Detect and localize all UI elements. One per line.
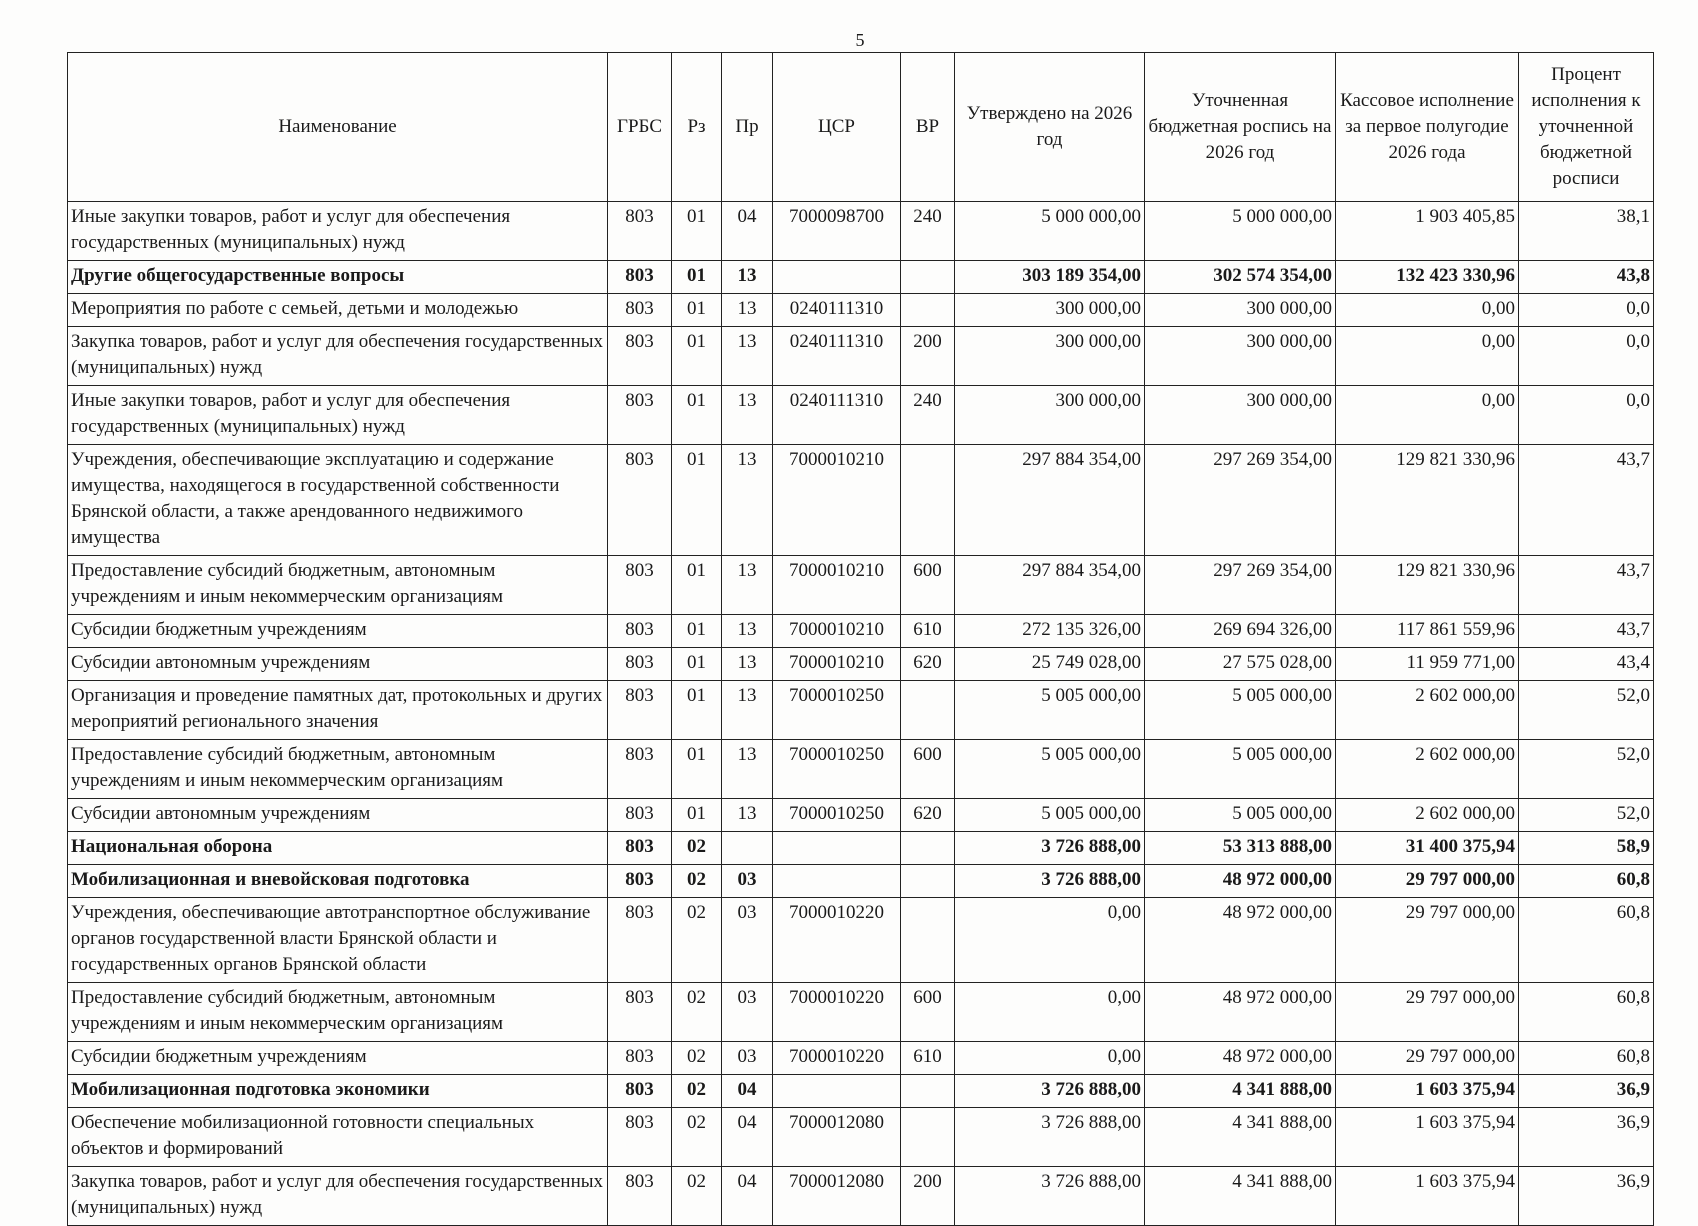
cell-grbs: 803	[608, 327, 672, 386]
cell-name: Мобилизационная и вневойсковая подготовка	[68, 865, 608, 898]
cell-pr: 03	[722, 983, 773, 1042]
cell-rz: 01	[672, 740, 722, 799]
cell-rz: 01	[672, 681, 722, 740]
cell-executed: 132 423 330,96	[1336, 261, 1519, 294]
cell-executed: 29 797 000,00	[1336, 898, 1519, 983]
cell-approved: 5 005 000,00	[955, 799, 1145, 832]
cell-executed: 0,00	[1336, 294, 1519, 327]
cell-grbs: 803	[608, 556, 672, 615]
cell-name: Учреждения, обеспечивающие автотранспортное обслуживание органов государственной власти Брянской области и государственных органов Брянской области	[68, 898, 608, 983]
cell-name: Учреждения, обеспечивающие эксплуатацию и содержание имущества, находящегося в государственной собственности Брянской области, а также арендованного недвижимого имущества	[68, 445, 608, 556]
cell-percent: 58,9	[1519, 832, 1654, 865]
table-row	[68, 865, 1654, 898]
cell-approved: 297 884 354,00	[955, 556, 1145, 615]
cell-vr	[901, 261, 955, 294]
cell-grbs: 803	[608, 615, 672, 648]
cell-name: Субсидии бюджетным учреждениям	[68, 1042, 608, 1075]
cell-pr: 13	[722, 681, 773, 740]
cell-pr: 13	[722, 799, 773, 832]
cell-approved: 300 000,00	[955, 386, 1145, 445]
cell-approved: 300 000,00	[955, 327, 1145, 386]
header-specified: Уточненная бюджетная роспись на 2026 год	[1145, 53, 1336, 202]
cell-name: Субсидии автономным учреждениям	[68, 648, 608, 681]
cell-grbs: 803	[608, 1108, 672, 1167]
cell-approved: 3 726 888,00	[955, 865, 1145, 898]
cell-specified: 53 313 888,00	[1145, 832, 1336, 865]
cell-approved: 0,00	[955, 1042, 1145, 1075]
cell-vr: 200	[901, 1167, 955, 1226]
cell-pr: 13	[722, 261, 773, 294]
cell-grbs: 803	[608, 294, 672, 327]
cell-percent: 36,9	[1519, 1167, 1654, 1226]
cell-name: Иные закупки товаров, работ и услуг для обеспечения государственных (муниципальных) нужд	[68, 202, 608, 261]
cell-vr: 600	[901, 983, 955, 1042]
table-row	[68, 615, 1654, 648]
cell-approved: 303 189 354,00	[955, 261, 1145, 294]
cell-csr: 7000010250	[773, 681, 901, 740]
table-row	[68, 983, 1654, 1042]
cell-percent: 36,9	[1519, 1075, 1654, 1108]
cell-approved: 5 005 000,00	[955, 740, 1145, 799]
header-executed: Кассовое исполнение за первое полугодие 2026 года	[1336, 53, 1519, 202]
cell-grbs: 803	[608, 261, 672, 294]
cell-grbs: 803	[608, 983, 672, 1042]
cell-specified: 5 000 000,00	[1145, 202, 1336, 261]
cell-percent: 43,7	[1519, 556, 1654, 615]
cell-specified: 297 269 354,00	[1145, 556, 1336, 615]
cell-vr	[901, 832, 955, 865]
table-row	[68, 832, 1654, 865]
cell-grbs: 803	[608, 681, 672, 740]
cell-csr: 7000010210	[773, 556, 901, 615]
table-row	[68, 327, 1654, 386]
cell-csr: 7000012080	[773, 1167, 901, 1226]
cell-csr: 7000098700	[773, 202, 901, 261]
cell-rz: 02	[672, 1108, 722, 1167]
cell-rz: 01	[672, 799, 722, 832]
cell-rz: 02	[672, 1042, 722, 1075]
cell-executed: 11 959 771,00	[1336, 648, 1519, 681]
cell-vr	[901, 865, 955, 898]
cell-pr: 04	[722, 202, 773, 261]
cell-vr	[901, 1075, 955, 1108]
cell-percent: 60,8	[1519, 983, 1654, 1042]
cell-approved: 272 135 326,00	[955, 615, 1145, 648]
cell-approved: 0,00	[955, 898, 1145, 983]
cell-pr	[722, 832, 773, 865]
cell-percent: 43,7	[1519, 445, 1654, 556]
cell-rz: 01	[672, 648, 722, 681]
cell-grbs: 803	[608, 1167, 672, 1226]
cell-grbs: 803	[608, 799, 672, 832]
table-header-row	[68, 53, 1654, 202]
cell-csr: 7000010250	[773, 740, 901, 799]
cell-vr	[901, 898, 955, 983]
cell-csr	[773, 261, 901, 294]
cell-csr: 0240111310	[773, 327, 901, 386]
cell-vr: 240	[901, 202, 955, 261]
cell-vr: 610	[901, 615, 955, 648]
cell-specified: 48 972 000,00	[1145, 865, 1336, 898]
cell-executed: 1 603 375,94	[1336, 1167, 1519, 1226]
cell-specified: 48 972 000,00	[1145, 1042, 1336, 1075]
cell-pr: 04	[722, 1108, 773, 1167]
table-row	[68, 294, 1654, 327]
table-row	[68, 1075, 1654, 1108]
cell-vr: 610	[901, 1042, 955, 1075]
cell-percent: 60,8	[1519, 898, 1654, 983]
cell-percent: 52,0	[1519, 681, 1654, 740]
header-percent: Процент исполнения к уточненной бюджетной росписи	[1519, 53, 1654, 202]
budget-table	[67, 52, 1654, 1226]
cell-csr: 7000010250	[773, 799, 901, 832]
cell-csr	[773, 832, 901, 865]
table-row	[68, 261, 1654, 294]
cell-percent: 43,4	[1519, 648, 1654, 681]
cell-approved: 0,00	[955, 983, 1145, 1042]
cell-pr: 13	[722, 294, 773, 327]
cell-csr: 7000010220	[773, 1042, 901, 1075]
cell-csr	[773, 865, 901, 898]
table-row	[68, 445, 1654, 556]
cell-pr: 13	[722, 648, 773, 681]
cell-executed: 0,00	[1336, 327, 1519, 386]
table-row	[68, 202, 1654, 261]
cell-name: Закупка товаров, работ и услуг для обеспечения государственных (муниципальных) нужд	[68, 1167, 608, 1226]
table-row	[68, 648, 1654, 681]
cell-csr: 7000010210	[773, 615, 901, 648]
cell-percent: 0,0	[1519, 327, 1654, 386]
cell-specified: 5 005 000,00	[1145, 681, 1336, 740]
cell-percent: 38,1	[1519, 202, 1654, 261]
cell-vr	[901, 445, 955, 556]
cell-csr: 7000010220	[773, 898, 901, 983]
cell-percent: 43,7	[1519, 615, 1654, 648]
cell-rz: 01	[672, 294, 722, 327]
cell-pr: 13	[722, 740, 773, 799]
header-csr: ЦСР	[773, 53, 901, 202]
table-row	[68, 799, 1654, 832]
cell-pr: 03	[722, 898, 773, 983]
table-row	[68, 556, 1654, 615]
cell-csr: 0240111310	[773, 386, 901, 445]
cell-percent: 0,0	[1519, 294, 1654, 327]
cell-pr: 13	[722, 615, 773, 648]
cell-approved: 5 005 000,00	[955, 681, 1145, 740]
cell-vr	[901, 294, 955, 327]
cell-executed: 31 400 375,94	[1336, 832, 1519, 865]
cell-name: Субсидии автономным учреждениям	[68, 799, 608, 832]
cell-csr	[773, 1075, 901, 1108]
table-row	[68, 740, 1654, 799]
cell-csr: 7000010210	[773, 445, 901, 556]
cell-pr: 04	[722, 1075, 773, 1108]
cell-grbs: 803	[608, 202, 672, 261]
table-row	[68, 898, 1654, 983]
cell-approved: 25 749 028,00	[955, 648, 1145, 681]
cell-grbs: 803	[608, 740, 672, 799]
cell-pr: 13	[722, 386, 773, 445]
table-row	[68, 1108, 1654, 1167]
cell-specified: 4 341 888,00	[1145, 1075, 1336, 1108]
table-row	[68, 1042, 1654, 1075]
cell-name: Предоставление субсидий бюджетным, автономным учреждениям и иным некоммерческим организациям	[68, 740, 608, 799]
cell-vr: 620	[901, 799, 955, 832]
cell-specified: 4 341 888,00	[1145, 1167, 1336, 1226]
cell-vr	[901, 681, 955, 740]
cell-csr: 7000012080	[773, 1108, 901, 1167]
header-vr: ВР	[901, 53, 955, 202]
cell-grbs: 803	[608, 832, 672, 865]
cell-approved: 3 726 888,00	[955, 832, 1145, 865]
cell-approved: 300 000,00	[955, 294, 1145, 327]
cell-name: Иные закупки товаров, работ и услуг для обеспечения государственных (муниципальных) нужд	[68, 386, 608, 445]
page-number: 5	[855, 30, 865, 50]
cell-name: Предоставление субсидий бюджетным, автономным учреждениям и иным некоммерческим организациям	[68, 983, 608, 1042]
cell-rz: 02	[672, 832, 722, 865]
cell-approved: 3 726 888,00	[955, 1167, 1145, 1226]
cell-pr: 03	[722, 1042, 773, 1075]
cell-executed: 29 797 000,00	[1336, 865, 1519, 898]
cell-pr: 13	[722, 327, 773, 386]
cell-specified: 302 574 354,00	[1145, 261, 1336, 294]
cell-executed: 29 797 000,00	[1336, 1042, 1519, 1075]
cell-rz: 02	[672, 983, 722, 1042]
cell-grbs: 803	[608, 445, 672, 556]
cell-grbs: 803	[608, 865, 672, 898]
cell-percent: 52,0	[1519, 799, 1654, 832]
cell-rz: 01	[672, 386, 722, 445]
cell-name: Национальная оборона	[68, 832, 608, 865]
header-rz: Рз	[672, 53, 722, 202]
table-row	[68, 386, 1654, 445]
cell-specified: 5 005 000,00	[1145, 799, 1336, 832]
cell-vr	[901, 1108, 955, 1167]
header-name: Наименование	[68, 53, 608, 202]
header-grbs: ГРБС	[608, 53, 672, 202]
cell-pr: 04	[722, 1167, 773, 1226]
cell-rz: 02	[672, 865, 722, 898]
cell-approved: 297 884 354,00	[955, 445, 1145, 556]
cell-csr: 7000010210	[773, 648, 901, 681]
cell-percent: 60,8	[1519, 865, 1654, 898]
cell-approved: 5 000 000,00	[955, 202, 1145, 261]
cell-executed: 1 603 375,94	[1336, 1108, 1519, 1167]
cell-vr: 600	[901, 740, 955, 799]
cell-rz: 01	[672, 556, 722, 615]
cell-specified: 300 000,00	[1145, 294, 1336, 327]
cell-executed: 129 821 330,96	[1336, 445, 1519, 556]
cell-specified: 297 269 354,00	[1145, 445, 1336, 556]
cell-name: Закупка товаров, работ и услуг для обеспечения государственных (муниципальных) нужд	[68, 327, 608, 386]
cell-percent: 0,0	[1519, 386, 1654, 445]
cell-specified: 27 575 028,00	[1145, 648, 1336, 681]
cell-name: Мероприятия по работе с семьей, детьми и молодежью	[68, 294, 608, 327]
cell-executed: 1 603 375,94	[1336, 1075, 1519, 1108]
cell-pr: 13	[722, 556, 773, 615]
cell-executed: 129 821 330,96	[1336, 556, 1519, 615]
cell-executed: 2 602 000,00	[1336, 681, 1519, 740]
cell-executed: 29 797 000,00	[1336, 983, 1519, 1042]
cell-specified: 5 005 000,00	[1145, 740, 1336, 799]
cell-executed: 0,00	[1336, 386, 1519, 445]
cell-vr: 600	[901, 556, 955, 615]
cell-vr: 200	[901, 327, 955, 386]
cell-name: Другие общегосударственные вопросы	[68, 261, 608, 294]
cell-specified: 48 972 000,00	[1145, 898, 1336, 983]
table-row	[68, 681, 1654, 740]
cell-percent: 60,8	[1519, 1042, 1654, 1075]
cell-rz: 01	[672, 445, 722, 556]
cell-specified: 269 694 326,00	[1145, 615, 1336, 648]
table-body	[68, 202, 1654, 1226]
cell-grbs: 803	[608, 1075, 672, 1108]
cell-executed: 1 903 405,85	[1336, 202, 1519, 261]
header-approved: Утверждено на 2026 год	[955, 53, 1145, 202]
cell-vr: 240	[901, 386, 955, 445]
cell-rz: 01	[672, 327, 722, 386]
cell-name: Обеспечение мобилизационной готовности специальных объектов и формирований	[68, 1108, 608, 1167]
cell-specified: 48 972 000,00	[1145, 983, 1336, 1042]
cell-name: Предоставление субсидий бюджетным, автономным учреждениям и иным некоммерческим организациям	[68, 556, 608, 615]
cell-approved: 3 726 888,00	[955, 1108, 1145, 1167]
cell-rz: 01	[672, 261, 722, 294]
cell-name: Мобилизационная подготовка экономики	[68, 1075, 608, 1108]
cell-vr: 620	[901, 648, 955, 681]
cell-specified: 300 000,00	[1145, 386, 1336, 445]
cell-rz: 01	[672, 615, 722, 648]
cell-pr: 13	[722, 445, 773, 556]
cell-name: Субсидии бюджетным учреждениям	[68, 615, 608, 648]
cell-rz: 02	[672, 1075, 722, 1108]
header-pr: Пр	[722, 53, 773, 202]
cell-executed: 117 861 559,96	[1336, 615, 1519, 648]
cell-percent: 36,9	[1519, 1108, 1654, 1167]
cell-grbs: 803	[608, 898, 672, 983]
cell-specified: 4 341 888,00	[1145, 1108, 1336, 1167]
cell-grbs: 803	[608, 648, 672, 681]
cell-csr: 0240111310	[773, 294, 901, 327]
cell-grbs: 803	[608, 386, 672, 445]
cell-percent: 52,0	[1519, 740, 1654, 799]
cell-rz: 02	[672, 1167, 722, 1226]
cell-approved: 3 726 888,00	[955, 1075, 1145, 1108]
cell-percent: 43,8	[1519, 261, 1654, 294]
cell-csr: 7000010220	[773, 983, 901, 1042]
cell-rz: 02	[672, 898, 722, 983]
cell-specified: 300 000,00	[1145, 327, 1336, 386]
cell-grbs: 803	[608, 1042, 672, 1075]
table-row	[68, 1167, 1654, 1226]
cell-rz: 01	[672, 202, 722, 261]
cell-name: Организация и проведение памятных дат, протокольных и других мероприятий регионального значения	[68, 681, 608, 740]
cell-pr: 03	[722, 865, 773, 898]
cell-executed: 2 602 000,00	[1336, 740, 1519, 799]
cell-executed: 2 602 000,00	[1336, 799, 1519, 832]
